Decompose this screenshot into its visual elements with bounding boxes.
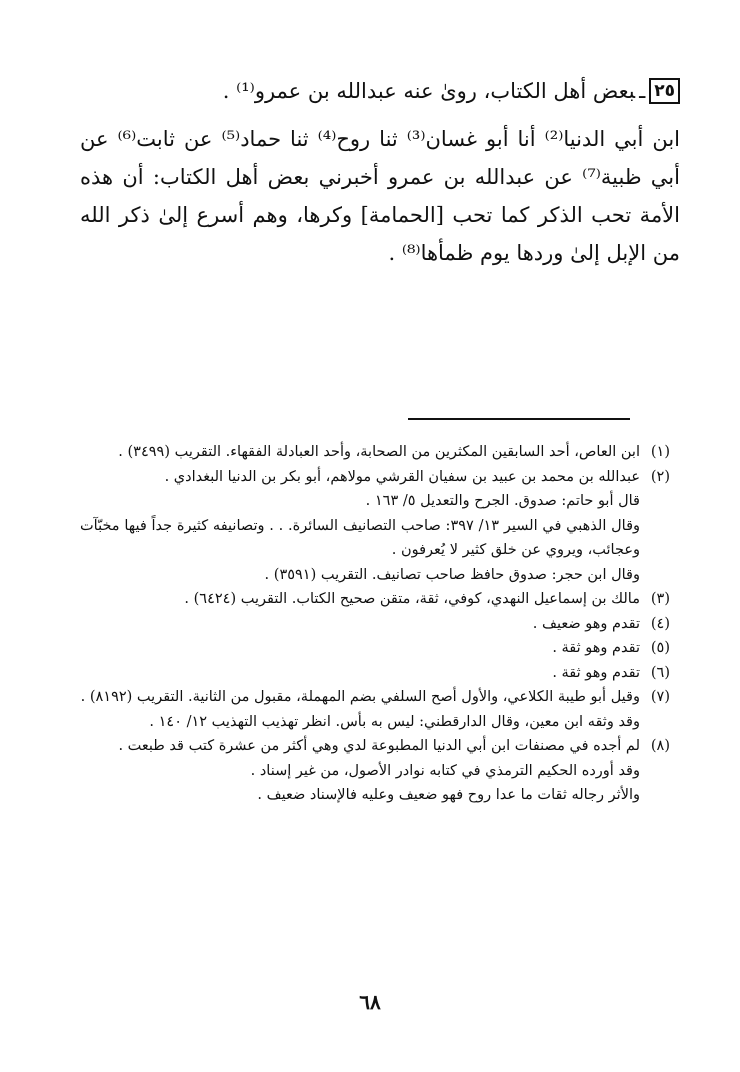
footnote-line: عبدالله بن محمد بن عبيد بن سفيان القرشي مولاهم، أبو بكر بن الدنيا البغدادي . <box>164 468 640 485</box>
footnote <box>80 612 670 637</box>
footnote-number: (٧) <box>650 689 670 705</box>
footnote <box>80 734 670 808</box>
footnote <box>80 440 670 465</box>
footnote-number: (٢) <box>650 468 670 485</box>
footnote-line: تقدم وهو ضعيف . <box>532 615 640 632</box>
footnote <box>80 685 670 734</box>
entry-number-box: ٢٥ <box>649 78 680 104</box>
footnote-line: تقدم وهو ثقة . <box>552 664 640 681</box>
footnote-line: وقال الذهبي في السير ١٣/ ٣٩٧: صاحب التصانيف السائرة. . . وتصانيفه كثيرة جداً فيها مخبّآت وعجائب، ويروي عن خلق كثير لا يُعرفون . <box>80 517 641 558</box>
footnote-number: (٥) <box>650 640 670 656</box>
footnote-line: قال أبو حاتم: صدوق. الجرح والتعديل ٥/ ١٦٣ . <box>365 493 640 509</box>
footnote-line: مالك بن إسماعيل النهدي، كوفي، ثقة، متقن صحيح الكتاب. التقريب (٦٤٢٤) . <box>184 591 640 607</box>
footnote-line: وقد أورده الحكيم الترمذي في كتابه نوادر الأصول، من غير إسناد . <box>250 762 640 779</box>
footnote-body <box>80 612 640 637</box>
footnote-body <box>80 734 640 808</box>
footnote-line: وقال ابن حجر: صدوق حافظ صاحب تصانيف. التقريب (٣٥٩١) . <box>264 566 640 583</box>
entry-heading-text: بعض أهل الكتاب، روىٰ عنه عبدالله بن عمرو⁽¹⁾ . <box>222 79 636 103</box>
footnote-line: تقدم وهو ثقة . <box>552 640 640 656</box>
footnote-number: (٨) <box>650 738 670 754</box>
footnote-body <box>80 465 640 588</box>
footnote-body <box>80 636 640 661</box>
footnote-line: لم أجده في مصنفات ابن أبي الدنيا المطبوعة لدي وهي أكثر من عشرة كتب قد طبعت . <box>118 738 640 754</box>
footnote-line: وقيل أبو طيبة الكلاعي، والأول أصح السلفي بضم المهملة، مقبول من الثانية. التقريب (٨١٩٢) . <box>80 689 640 705</box>
footnote <box>80 465 670 588</box>
entry-heading <box>80 72 680 110</box>
footnote-body <box>80 685 640 734</box>
footnotes <box>80 440 670 808</box>
page-number: ٦٨ <box>359 990 381 1014</box>
footnote-body <box>80 661 640 686</box>
footnote-body <box>80 440 640 465</box>
footnote-number: (١) <box>650 444 670 460</box>
entry-paragraph: ابن أبي الدنيا⁽²⁾ أنا أبو غسان⁽³⁾ ثنا روح⁽⁴⁾ ثنا حماد⁽⁵⁾ عن ثابت⁽⁶⁾ عن أبي ظبية⁽⁷⁾ عن عبدالله بن عمرو أخبرني بعض أهل الكتاب: أن هذه الأمة تحب الذكر كما تحب [الحمامة] وكرها، وهم أسرع إلىٰ ذكر الله من الإبل إلىٰ وردها يوم ظمأها⁽⁸⁾ . <box>80 127 681 265</box>
footnote <box>80 661 670 686</box>
footnote-line: وقد وثقه ابن معين، وقال الدارقطني: ليس به بأس. انظر تهذيب التهذيب ١٢/ ١٤٠ . <box>149 713 640 730</box>
footnote <box>80 636 670 661</box>
footnote-line: والأثر رجاله ثقات ما عدا روح فهو ضعيف وعليه فالإسناد ضعيف . <box>257 787 640 803</box>
entry-dash: ـ <box>639 79 646 103</box>
main-text <box>80 72 680 272</box>
footnote-body <box>80 587 640 612</box>
footnote-line: ابن العاص، أحد السابقين المكثرين من الصحابة، وأحد العبادلة الفقهاء. التقريب (٣٤٩٩) . <box>118 444 640 460</box>
footnote-divider <box>408 418 630 420</box>
footnote-number: (٤) <box>650 615 670 632</box>
footnote-number: (٦) <box>650 664 670 681</box>
footnote <box>80 587 670 612</box>
footnote-number: (٣) <box>650 591 670 607</box>
